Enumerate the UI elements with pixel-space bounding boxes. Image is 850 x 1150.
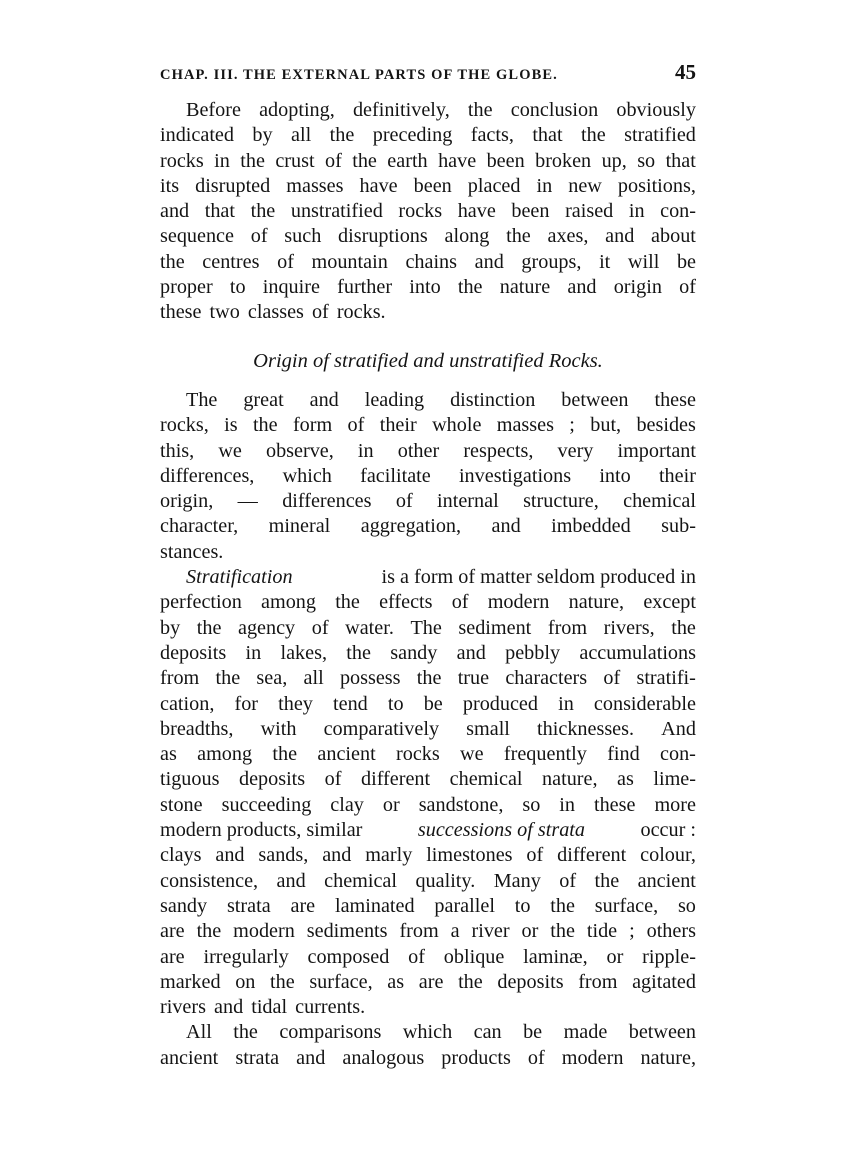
text-line: perfection among the effects of modern nature, except	[160, 591, 696, 614]
text-line: The great and leading distinction between these	[186, 388, 696, 411]
text-line: stone succeeding clay or sandstone, so in these more	[160, 793, 696, 816]
paragraph	[160, 388, 696, 565]
text-line: sequence of such disruptions along the axes, and about	[160, 225, 696, 248]
paragraph	[160, 565, 696, 1020]
text-line: clays and sands, and marly limestones of different colour,	[160, 844, 696, 867]
text-line: stances.	[160, 540, 224, 563]
text-line: deposits in lakes, the sandy and pebbly accumulations	[160, 641, 696, 664]
text-line: differences, which facilitate investigations into their	[160, 464, 696, 487]
text-line: this, we observe, in other respects, very important	[160, 439, 696, 462]
text-line: are irregularly composed of oblique laminæ, or ripple-	[160, 945, 696, 968]
text-line: indicated by all the preceding facts, that the stratified	[160, 124, 696, 147]
text-line: its disrupted masses have been placed in new positions,	[160, 174, 696, 197]
text-run: is a form of matter seldom produced in	[381, 566, 696, 589]
page-number: 45	[675, 60, 696, 84]
text-line: cation, for they tend to be produced in considerable	[160, 692, 696, 715]
text-run: modern products, similar	[160, 819, 363, 842]
text-line: tiguous deposits of different chemical nature, as lime-	[160, 768, 696, 791]
text-line: sandy strata are laminated parallel to the surface, so	[160, 894, 696, 917]
text-line: from the sea, all possess the true characters of stratifi-	[160, 667, 696, 690]
running-title: CHAP. III. THE EXTERNAL PARTS OF THE GLOBE.	[160, 67, 558, 83]
text-line: rocks, is the form of their whole masses ; but, besides	[160, 414, 696, 437]
text-line: rocks in the crust of the earth have been broken up, so that	[160, 149, 696, 172]
text-line: are the modern sediments from a river or the tide ; others	[160, 920, 696, 943]
text-line: by the agency of water. The sediment from rivers, the	[160, 616, 696, 639]
text-line: and that the unstratified rocks have been raised in con-	[160, 200, 696, 223]
text-line: ancient strata and analogous products of modern nature,	[160, 1046, 696, 1069]
text-line: marked on the surface, as are the deposits from agitated	[160, 970, 696, 993]
text-line: Before adopting, definitively, the conclusion obviously	[186, 99, 696, 121]
italic-term: successions of strata	[417, 819, 585, 842]
text-line	[160, 565, 696, 590]
running-head	[160, 60, 696, 85]
page-body	[160, 98, 696, 1071]
text-line: as among the ancient rocks we frequently find con-	[160, 743, 696, 766]
text-line: the centres of mountain chains and groups, it will be	[160, 250, 696, 273]
text-line: character, mineral aggregation, and imbedded sub-	[160, 515, 696, 538]
text-line	[160, 818, 696, 843]
text-line: origin, — differences of internal structure, chemical	[160, 490, 696, 513]
italic-term: Stratification	[186, 566, 293, 589]
text-line: All the comparisons which can be made between	[186, 1021, 696, 1044]
text-line: these two classes of rocks.	[160, 301, 386, 324]
text-line: proper to inquire further into the nature and origin of	[160, 276, 696, 299]
text-line: consistence, and chemical quality. Many of the ancient	[160, 869, 696, 892]
section-heading: Origin of stratified and unstratified Rocks.	[253, 349, 603, 372]
paragraph	[160, 98, 696, 326]
text-run: occur :	[640, 819, 696, 842]
paragraph	[160, 1020, 696, 1071]
text-line: rivers and tidal currents.	[160, 996, 366, 1019]
text-line: breadths, with comparatively small thicknesses. And	[160, 717, 696, 740]
